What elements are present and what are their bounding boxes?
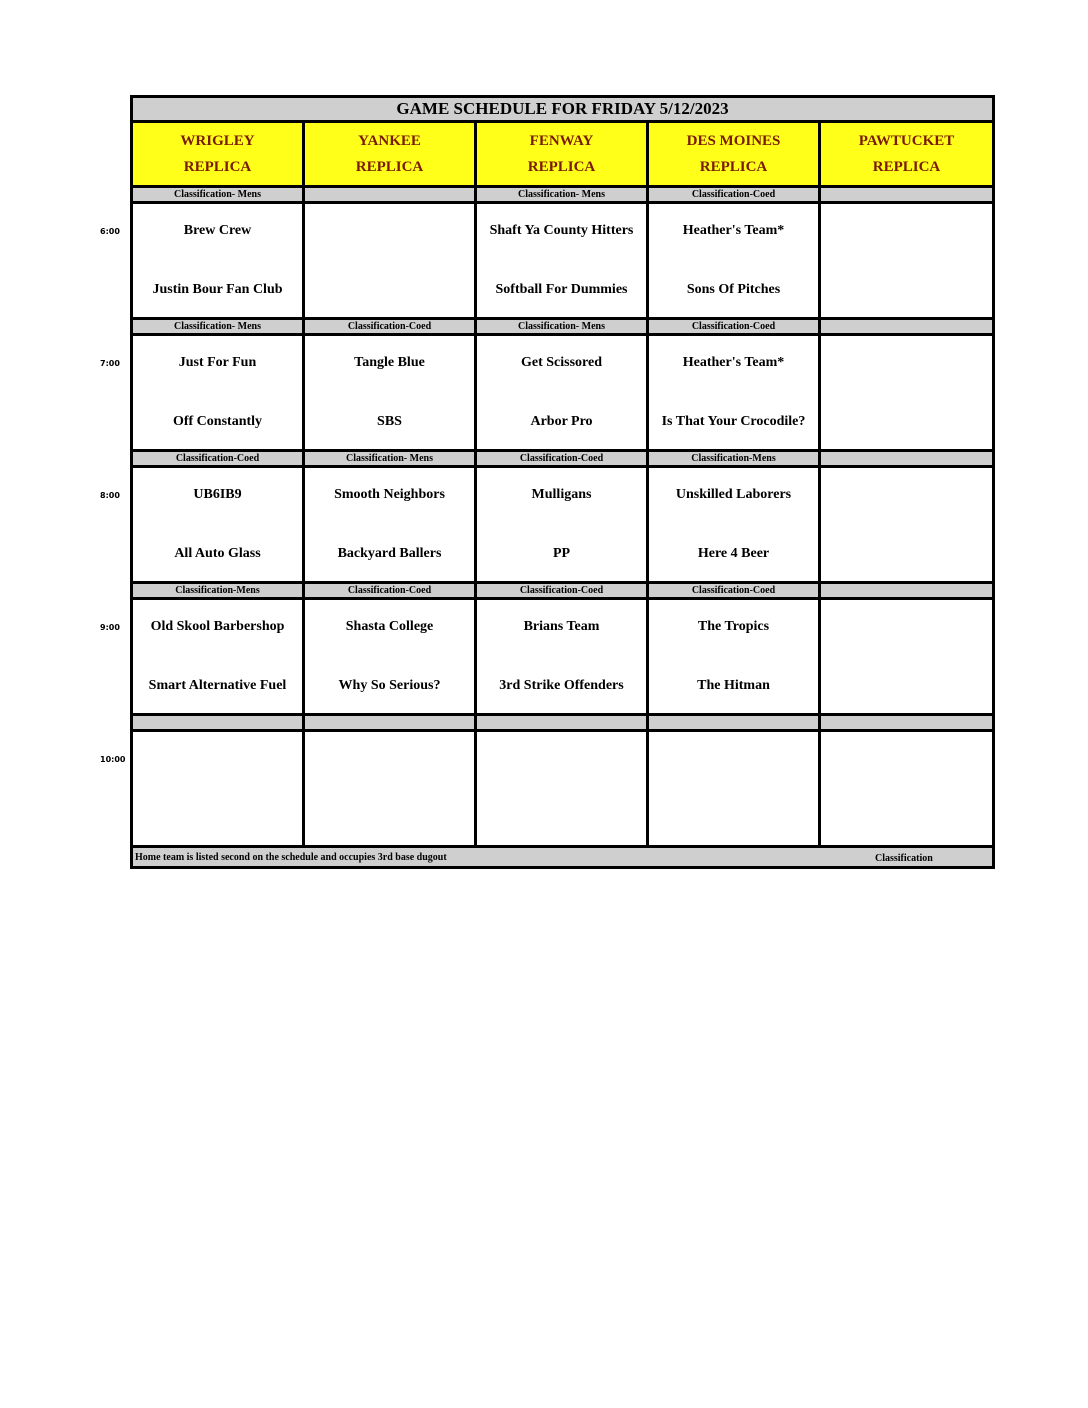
classification-cell xyxy=(476,715,648,731)
time-label: 9:00 xyxy=(100,622,120,632)
time-label: 10:00 xyxy=(100,754,126,764)
home-team: Arbor Pro xyxy=(530,414,593,429)
game-row xyxy=(132,203,994,319)
time-label: 8:00 xyxy=(100,490,120,500)
game-cell xyxy=(132,467,304,583)
game-cell xyxy=(132,203,304,319)
home-team xyxy=(821,804,992,832)
away-team xyxy=(305,745,474,773)
time-label: 7:00 xyxy=(100,358,120,368)
away-team: Old Skool Barbershop xyxy=(150,619,285,634)
game-row xyxy=(132,335,994,451)
away-team xyxy=(649,745,818,773)
classification-row xyxy=(132,583,994,599)
home-team xyxy=(305,276,474,304)
classification-cell: Classification-Coed xyxy=(476,451,648,467)
home-team: Here 4 Beer xyxy=(697,546,770,561)
classification-cell: Classification-Coed xyxy=(304,319,476,335)
away-team: Tangle Blue xyxy=(354,355,425,370)
home-team xyxy=(649,804,818,832)
classification-cell: Classification- Mens xyxy=(132,187,304,203)
game-cell xyxy=(132,599,304,715)
away-team xyxy=(821,745,992,773)
away-team: Brew Crew xyxy=(183,223,252,238)
classification-row xyxy=(132,451,994,467)
classification-cell: Classification-Coed xyxy=(476,583,648,599)
game-cell xyxy=(304,467,476,583)
away-team: Heather's Team* xyxy=(682,223,785,238)
away-team: The Tropics xyxy=(697,619,770,634)
classification-cell: Classification-Mens xyxy=(132,583,304,599)
footer-note xyxy=(132,847,994,868)
classification-cell: Classification- Mens xyxy=(476,187,648,203)
away-team xyxy=(821,613,992,641)
classification-cell xyxy=(304,187,476,203)
home-team: Off Constantly xyxy=(172,414,263,429)
classification-cell xyxy=(820,583,994,599)
game-row xyxy=(132,467,994,583)
footer-classification: Classification xyxy=(875,853,933,864)
home-team-note: Home team is listed second on the schedule and occupies 3rd base dugout xyxy=(135,851,447,863)
classification-cell: Classification-Coed xyxy=(132,451,304,467)
away-team xyxy=(305,217,474,245)
venue-header: WRIGLEY REPLICA xyxy=(132,122,304,187)
home-team xyxy=(821,540,992,568)
home-team: PP xyxy=(552,546,571,561)
home-team: SBS xyxy=(377,414,402,429)
away-team: Mulligans xyxy=(531,487,592,502)
game-cell xyxy=(648,335,820,451)
game-cell xyxy=(648,203,820,319)
home-team: Softball For Dummies xyxy=(495,282,628,297)
away-team: Unskilled Laborers xyxy=(675,487,792,502)
game-cell xyxy=(648,599,820,715)
venue-header: PAWTUCKET REPLICA xyxy=(820,122,994,187)
home-team xyxy=(133,804,302,832)
away-team: UB6IB9 xyxy=(193,487,242,502)
away-team xyxy=(821,217,992,245)
classification-row xyxy=(132,715,994,731)
classification-cell xyxy=(304,715,476,731)
classification-cell: Classification-Coed xyxy=(304,583,476,599)
game-cell xyxy=(820,467,994,583)
classification-row xyxy=(132,187,994,203)
away-team: Get Scissored xyxy=(520,355,602,370)
game-row xyxy=(132,731,994,847)
game-cell xyxy=(132,731,304,847)
time-slots xyxy=(132,187,994,847)
game-cell xyxy=(304,731,476,847)
home-team xyxy=(821,672,992,700)
game-cell xyxy=(476,731,648,847)
home-team: Justin Bour Fan Club xyxy=(152,282,283,297)
home-team: Sons Of Pitches xyxy=(686,282,781,297)
classification-cell: Classification-Coed xyxy=(648,583,820,599)
home-team: Why So Serious? xyxy=(338,678,441,693)
classification-cell xyxy=(820,451,994,467)
home-team xyxy=(477,804,646,832)
game-cell xyxy=(820,203,994,319)
game-row xyxy=(132,599,994,715)
time-label: 6:00 xyxy=(100,226,120,236)
game-cell xyxy=(820,335,994,451)
home-team: The Hitman xyxy=(697,678,770,693)
home-team: Is That Your Crocodile? xyxy=(661,414,806,429)
classification-cell xyxy=(820,319,994,335)
away-team xyxy=(133,745,302,773)
game-cell xyxy=(648,467,820,583)
away-team: Shaft Ya County Hitters xyxy=(489,223,634,238)
home-team: 3rd Strike Offenders xyxy=(499,678,624,693)
home-team xyxy=(305,804,474,832)
classification-cell xyxy=(648,715,820,731)
away-team xyxy=(821,349,992,377)
away-team: Just For Fun xyxy=(178,355,257,370)
classification-cell xyxy=(820,187,994,203)
home-team: All Auto Glass xyxy=(174,546,261,561)
schedule-table xyxy=(130,95,995,869)
home-team xyxy=(821,408,992,436)
away-team xyxy=(821,481,992,509)
venue-header: FENWAY REPLICA xyxy=(476,122,648,187)
classification-cell: Classification- Mens xyxy=(476,319,648,335)
venue-header: DES MOINES REPLICA xyxy=(648,122,820,187)
away-team: Brians Team xyxy=(523,619,600,634)
classification-cell xyxy=(820,715,994,731)
away-team xyxy=(477,745,646,773)
classification-cell: Classification-Coed xyxy=(648,319,820,335)
game-cell xyxy=(304,335,476,451)
classification-row xyxy=(132,319,994,335)
game-cell xyxy=(304,203,476,319)
home-team: Smart Alternative Fuel xyxy=(148,678,287,693)
classification-cell: Classification- Mens xyxy=(304,451,476,467)
schedule-title: GAME SCHEDULE FOR FRIDAY 5/12/2023 xyxy=(132,97,994,122)
game-cell xyxy=(304,599,476,715)
classification-cell: Classification- Mens xyxy=(132,319,304,335)
classification-cell xyxy=(132,715,304,731)
game-cell xyxy=(476,335,648,451)
game-cell xyxy=(820,599,994,715)
game-cell xyxy=(132,335,304,451)
venue-header: YANKEE REPLICA xyxy=(304,122,476,187)
home-team: Backyard Ballers xyxy=(337,546,442,561)
away-team: Shasta College xyxy=(345,619,434,634)
game-cell xyxy=(476,467,648,583)
classification-cell: Classification-Coed xyxy=(648,187,820,203)
away-team: Smooth Neighbors xyxy=(334,487,445,502)
game-cell xyxy=(648,731,820,847)
game-cell xyxy=(476,599,648,715)
classification-cell: Classification-Mens xyxy=(648,451,820,467)
game-cell xyxy=(476,203,648,319)
game-cell xyxy=(820,731,994,847)
home-team xyxy=(821,276,992,304)
away-team: Heather's Team* xyxy=(682,355,785,370)
